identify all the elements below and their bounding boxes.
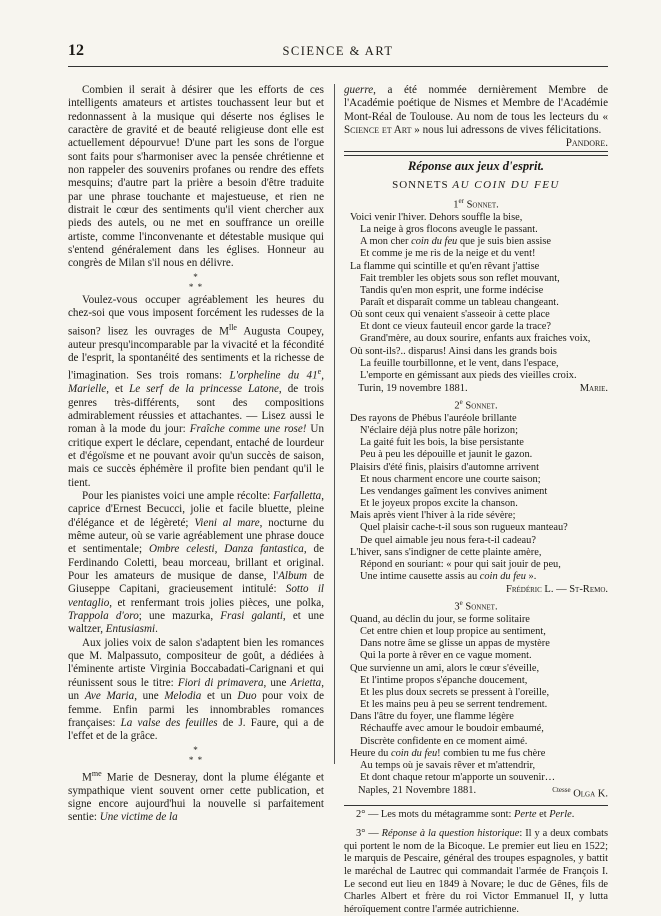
sonnet-2-line: Plaisirs d'été finis, plaisirs d'automne arrivent: [350, 461, 540, 473]
sonnet-2-heading: 2e Sonnet.: [454, 398, 498, 412]
paragraph-organ-music: Combien il serait à désirer que les efforts de ces intelligents amateurs et artistes touchassent leur but et redonnassent à la musique qui déserte nos églises le caractère de gravité et de beauté religieuse dont elle est actuellement dépourvue! D'une part les sons de l'orgue sont faits pour s'harmoniser avec la pensée chrétienne et non rappeler des souvenirs profanes ou rendre des effets mesquins; d'autre part la prière a besoin d'être traduite par une phrase touchante et majestueuse, et rien ne distrait le cœur des sentiments qu'il vient chercher aux pieds des autels, ou ne met en souffrance un oreille artiste, comme l'inconvenante et détestable musique qui s'entend généralement dans les églises. Honneur au congrès de Milan s'il nous en délivre.: [68, 84, 324, 270]
sonnet-3-line: Que survienne un ami, alors le cœur s'éveille,: [350, 662, 540, 674]
sonnet-2-line: Quel plaisir cache-t-il sous son rugueux manteau?: [360, 522, 568, 534]
section-rule: [344, 155, 608, 156]
sonnet-1-line: Et dont ce vieux fauteuil encor garde la trace?: [360, 321, 551, 333]
sonnet-3-line: Discrète confidente en ce moment aimé.: [360, 735, 528, 747]
sonnet-2-signature: Frédéric L. — St-Remo.: [506, 584, 608, 596]
sonnet-2-line: Mais après vient l'hiver à la ride sévère;: [350, 510, 516, 522]
sonnet-3-line: Et les mains peu à peu se serrent tendrement.: [360, 699, 548, 711]
answer-history: 3° — Réponse à la question historique: Il y a deux combats qui portent le nom de la Bicoque. Le premier eut lieu en 1522; le marquis de Pescaire, général des troupes espagnoles, y battit le maréchal de Lautrec qui commandait l'armée de François I. Le second eut lieu en 1849 à Novare; le duc de Gênes, fils de Charles Albert et frère du roi Victor Emmanuel II, y lutta héroïquement contre l'armée autrichienne.: [344, 828, 609, 915]
sonnet-3-signature: Naples, 21 Novembre 1881. $^{Ctesse}$ Olga K.: [358, 785, 608, 800]
sonnet-3-line: Dans notre âme se glisse un appas de mystère: [360, 638, 550, 650]
sonnet-1-line: La flamme qui scintille et qu'en rêvant j'attise: [350, 260, 540, 272]
sonnet-2-line: De quel aimable jeu nous fera-t-il cadeau?: [360, 534, 536, 546]
paragraph-novels: Voulez-vous occuper agréablement les heures du chez-soi que vous imposent forcément les rudesses de la saison? lisez les ouvrages de $M^{lle}$ Augusta Coupey, auteur presqu'incomparable par la vivacité et la fécondité de l'esprit, la spontanéité des sentiments et la richesse de l'imagination. Ses trois romans: L'orpheline du 41e, Marielle, et Le serf de la princesse Latone, de trois genres très-différents, sont des compositions admirablement réussies et attachantes. — Lisez aussi le roman à la mode du jour: Fraîche comme une rose! Un critique expert le déclare, cependant, entaché de lourdeur et d'égoïsme et ne pouvant avoir qu'un succès de saison, mais ce succès éphémère il profite bien pendant qu'il le tient.: [68, 293, 325, 489]
page-number: 12: [68, 42, 84, 59]
header-rule: [68, 66, 608, 67]
section-rule: [344, 151, 608, 152]
sonnet-3: [344, 614, 608, 784]
sonnet-1-line: La feuille tourbillonne, et le vent, dans l'espace,: [360, 357, 559, 369]
answer-metagram: 2° — Les mots du métagramme sont: Perte et Perle.: [356, 808, 575, 820]
sonnet-3-heading: 3e Sonnet.: [454, 599, 498, 613]
paragraph-pianists: Pour les pianistes voici une ample récolte: Farfalletta, caprice d'Ernest Becucci, jolie et facile bluette, pleine d'élégance et de légèreté; Vieni al mare, nocturne du même auteur, où se varie agréablement une phrase douce et sentimentale; Ombre celesti, Danza fantastica, de Ferdinando Coletti, beau morceau, brillant et original. Pour les amateurs de musique de danse, l'Album de Giuseppe Capitani, gracieusement intitulé: Sotto il ventaglio, et renfermant trois jolies pièces, une polka, Trappola d'oro; une mazurka, Frasi galanti, et une waltzer, Entusiasmi.: [68, 490, 324, 636]
sonnet-1-heading: 1er Sonnet.: [453, 197, 499, 211]
left-column: [68, 84, 324, 825]
sonnet-1-signature: Turin, 19 novembre 1881. Marie.: [358, 383, 608, 395]
sonnet-2-line: La gaité fuit les bois, la bise persistante: [360, 437, 524, 449]
sonnet-3-line: Heure du coin du feu! combien tu me fus chère: [350, 747, 546, 759]
sonnet-2-line: Peu à peu les dépouille et jaunit le gazon.: [360, 449, 533, 461]
sonnet-1-line: Tandis qu'en mon esprit, une forme indécise: [360, 284, 544, 296]
sonnet-1-line: Grand'mère, au doux sourire, enfants aux fraiches voix,: [360, 333, 591, 345]
section-rule: [344, 805, 608, 806]
sonnet-3-line: Dans l'âtre du foyer, une flamme légère: [350, 711, 514, 723]
paragraph-continuation: guerre, a été nommée dernièrement Membre de l'Académie poétique de Nismes et Membre de l'Académie Mont-Réal de Toulouse. Au nom de tous les lecteurs du « Science et Art » nous lui adressons de vives félicitations. Pandore.: [344, 84, 608, 150]
sonnet-3-line: Et les plus doux secrets se pressent à l'oreille,: [360, 686, 550, 698]
running-title: SCIENCE & ART: [282, 44, 394, 58]
sonnet-2-line: N'éclaire déjà plus notre pâle horizon;: [360, 425, 518, 437]
signature-pandore: Pandore.: [565, 137, 608, 150]
sonnet-1-line: La neige à gros flocons aveugle le passant.: [360, 224, 538, 236]
sonnet-1-line: Paraît et disparaît comme un tableau changeant.: [360, 297, 559, 308]
section-title: Réponse aux jeux d'esprit.: [407, 159, 545, 174]
sonnet-3-line: Cet entre chien et loup propice au sentiment,: [360, 626, 546, 638]
sonnet-1-line: Où sont-ils?.. disparus! Ainsi dans les grands bois: [350, 345, 557, 357]
sonnet-2-line: Et nous charment encore une courte saison;: [360, 473, 541, 485]
sonnet-2-line: Des rayons de Phébus l'auréole brillante: [350, 412, 517, 424]
paragraph-desneray: $M^{me}$ Marie de Desneray, dont la plume élégante et sympathique vient souvent orner cette publication, et signe encore aujourd'hui la nouvelle si parfaitement sentie: Une victime de la: [68, 768, 324, 824]
sonnet-3-line: Au temps où je savais rêver et m'attendrir,: [360, 759, 536, 771]
sonnet-3-line: Et dont chaque retour m'apporte un souvenir…: [360, 772, 556, 783]
sonnet-1-line: Où sont ceux qui venaient s'asseoir à cette place: [350, 309, 550, 321]
sonnet-2-line: Et le joyeux propos excite la chanson.: [360, 498, 518, 510]
section-stars: * * *: [188, 744, 204, 765]
sonnet-1-line: L'emporte en gémissant aux pieds des vieilles croix.: [360, 369, 577, 381]
right-column: [344, 84, 608, 916]
sonnet-1-line: Et comme je me ris de la neige et du vent!: [360, 248, 536, 260]
section-subtitle: SONNETS AU COIN DU FEU: [392, 178, 560, 191]
sonnet-3-line: Quand, au déclin du jour, se forme solitaire: [350, 613, 530, 625]
paragraph-romances: Aux jolies voix de salon s'adaptent bien les romances que M. Malpassuto, compositeur de goût, a dédiées à l'éminente artiste Virginia Boccabadati-Carignani et qui réunissent sous le titre: Fiori di primavera, une Arietta, un Ave Maria, une Melodia et un Duo pour voix de femme. Enfin parmi les innombrables romances françaises: La valse des feuilles de J. Faure, qui a de l'effet et de la grâce.: [68, 636, 325, 743]
section-stars: * * *: [188, 271, 204, 292]
sonnet-2-line: Répond en souriant: « pour qui sait jouir de peu,: [360, 558, 561, 570]
sonnet-2-line: Une intime causette assis au coin du feu ».: [360, 570, 537, 582]
sonnet-3-line: Qui la porte à rêver en ce vague moment.: [360, 650, 532, 662]
sonnet-3-line: Réchauffe avec amour le boudoir embaumé,: [360, 723, 544, 735]
sonnet-1-line: Fait trembler les objets sous son reflet mouvant,: [360, 272, 560, 284]
sonnet-2-line: Les vendanges gaîment les convives animent: [360, 485, 548, 497]
page-header: [68, 42, 608, 60]
sonnet-3-line: Et l'intime propos s'épanche doucement,: [360, 674, 528, 686]
sonnet-1-line: Voici venir l'hiver. Dehors souffle la bise,: [350, 211, 523, 223]
column-divider: [334, 84, 335, 764]
sonnet-1-line: A mon cher coin du feu que je suis bien assise: [360, 236, 552, 248]
sonnet-2: [344, 413, 608, 583]
sonnet-1: [344, 212, 608, 382]
sonnet-2-line: L'hiver, sans s'indigner de cette plainte amère,: [350, 546, 542, 558]
